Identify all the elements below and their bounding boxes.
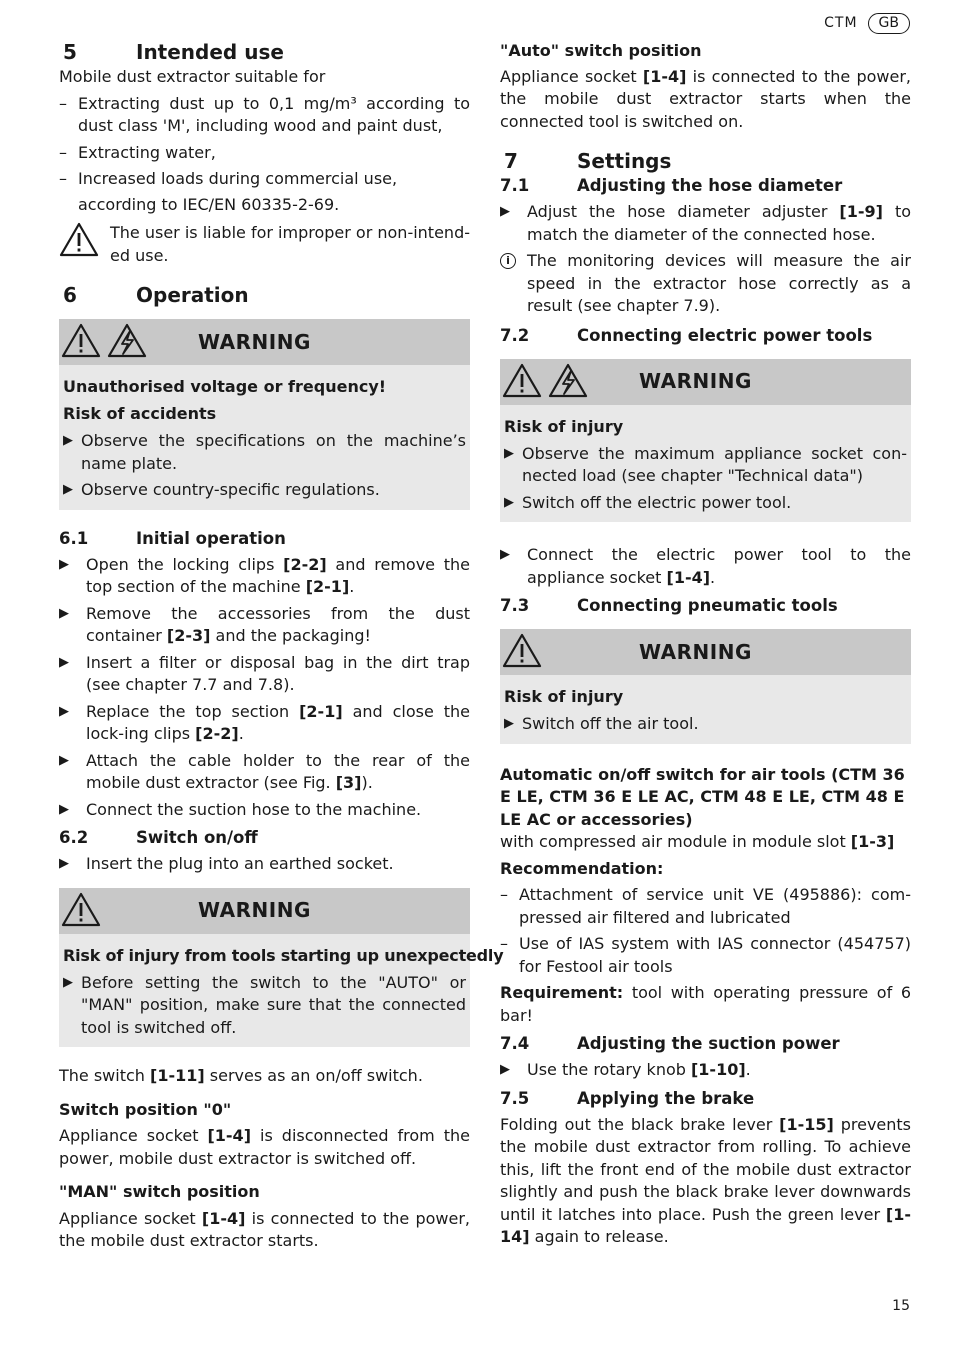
list-item: ▶ Observe the maximum appliance socket con-nected load (see chapter "Technical data") (504, 443, 907, 485)
list-item: ▶ Connect the suction hose to the machine. (59, 799, 422, 819)
requirement-text: Requirement: tool with operating pressure of 6 bar! (500, 983, 911, 1025)
electric-shock-icon (548, 363, 588, 406)
section-7-heading: 7 Settings (504, 149, 672, 173)
section-7-2-heading: 7.2 Connecting electric power tools (500, 325, 873, 345)
left-column (59, 38, 504, 1253)
section-6-1-heading: 6.1 Initial operation (59, 528, 286, 548)
section-6-heading: 6 Operation (63, 283, 249, 307)
recommendation-heading: Recommendation: (500, 858, 664, 878)
warning-triangle-icon (502, 363, 542, 406)
info-icon: i (500, 253, 516, 269)
list-item: ▶ Open the locking clips [2-2] and remove the top section of the machine [2-1]. (59, 554, 471, 596)
list-item: ▶ Switch off the air tool. (504, 714, 699, 733)
caution-note: The user is liable for improper or non-intend-ed use. (59, 222, 470, 267)
section-7-4-heading: 7.4 Adjusting the suction power (500, 1034, 840, 1053)
list-item: ▶ Attach the cable holder to the rear of the mobile dust extractor (see Fig. [3]). (59, 750, 470, 792)
auto-position-heading: "Auto" switch position (500, 41, 702, 60)
list-item: ▶ Before setting the switch to the "AUTO" or "MAN" position, make sure that the connected tool is switched off. (63, 972, 466, 1037)
list-item: – Increased loads during commercial use, (59, 169, 398, 188)
switch-paragraph: The switch [1-11] serves as an on/off switch. (59, 1066, 423, 1085)
page-number: 15 (892, 1297, 910, 1314)
list-item: ▶ Insert the plug into an earthed socket. (59, 854, 394, 873)
section-7-5-heading: 7.5 Applying the brake (500, 1088, 755, 1108)
warning-box-startup: WARNING Risk of injury from tools starting up unexpectedly ▶ Before setting the switch to the "AUTO" or "MAN" position, make sure that the connected tool is switched off. (59, 888, 470, 1048)
warning-box-air-tools: WARNING Risk of injury ▶ Switch off the air tool. (500, 629, 911, 744)
warning-triangle-icon (502, 633, 542, 676)
electric-shock-icon (107, 323, 147, 366)
model-label: CTM (824, 15, 858, 31)
list-item: ▶ Remove the accessories from the dust container [2-3] and the packaging! (59, 603, 470, 645)
list-item: ▶ Adjust the hose diameter adjuster [1-9] to match the diameter of the connected hose. (500, 202, 911, 244)
section-7-3-heading: 7.3 Connecting pneumatic tools (500, 596, 838, 615)
intended-use-intro: Mobile dust extractor suitable for (59, 67, 326, 86)
list-item: ▶ Replace the top section [2-1] and close the lock-ing clips [2-2]. (59, 701, 470, 743)
automatic-switch-heading: Automatic on/off switch for air tools (CTM 36 E LE, CTM 36 E LE AC, CTM 48 E LE, CTM 48 E LE AC or accessories) (500, 764, 905, 829)
warning-triangle-icon (61, 323, 101, 366)
warning-header: WARNING (500, 629, 911, 675)
warning-box-voltage: WARNING Unauthorised voltage or frequency! Risk of accidents ▶ Observe the specifications on the machine’s name plate. ▶ Observe country-specific regulations. (59, 319, 470, 510)
man-position-heading: "MAN" switch position (59, 1182, 260, 1201)
list-item: ▶ Insert a filter or disposal bag in the dirt trap (see chapter 7.7 and 7.8). (59, 652, 470, 694)
list-item: ▶ Observe country-specific regulations. (63, 480, 380, 499)
language-badge: GB (868, 13, 910, 34)
list-item: ▶ Switch off the electric power tool. (504, 492, 792, 512)
warning-box-power-tools: WARNING Risk of injury ▶ Observe the maximum appliance socket con-nected load (see chapter "Technical data") ▶ Switch off the electric power tool. (500, 359, 911, 523)
brake-paragraph: Folding out the black brake lever [1-15] prevents the mobile dust extractor from rolling. To achieve this, lift the front end of the mobile dust extractor slightly and push the black brake lever downwards until it latches into place. Push the green lever [1-14] again to release. (500, 1114, 912, 1246)
warning-header: WARNING (500, 359, 911, 405)
right-column (500, 40, 911, 1249)
list-item: ▶ Use the rotary knob [1-10]. (500, 1060, 751, 1079)
warning-header: WARNING (59, 888, 470, 934)
module-slot-text: with compressed air module in module slot [1-3] (500, 832, 895, 851)
list-item: – Extracting water, (59, 142, 216, 162)
warning-triangle-icon (59, 222, 110, 267)
warning-header: WARNING (59, 319, 470, 365)
list-item: – Use of IAS system with IAS connector (454757) for Festool air tools (500, 934, 911, 976)
list-item: ▶ Connect the electric power tool to the appliance socket [1-4]. (500, 545, 911, 587)
warning-triangle-icon (61, 892, 101, 935)
list-item: ▶ Observe the specifications on the machine’s name plate. (63, 431, 466, 473)
auto-position-text: Appliance socket [1-4] is connected to the power, the mobile dust extractor starts when the connected tool is switched on. (500, 66, 911, 131)
switch-position-0-text: Appliance socket [1-4] is disconnected from the power, mobile dust extractor is switched off. (59, 1126, 470, 1168)
list-item-continuation: according to IEC/EN 60335-2-69. (78, 194, 340, 214)
page-header (824, 12, 910, 35)
list-item: – Extracting dust up to 0,1 mg/m³ according to dust class 'M', including wood and paint dust, (59, 93, 470, 135)
man-position-text: Appliance socket [1-4] is connected to the power, the mobile dust extractor starts. (59, 1208, 470, 1250)
section-6-2-heading: 6.2 Switch on/off (59, 828, 258, 847)
info-note: i The monitoring devices will measure the air speed in the extractor hose correctly as a result (see chapter 7.9). (500, 250, 911, 318)
list-item: – Attachment of service unit VE (495886): com-pressed air filtered and lubricated (500, 885, 911, 927)
section-5-heading: 5 Intended use (63, 40, 284, 64)
section-7-1-heading: 7.1 Adjusting the hose diameter (500, 176, 843, 195)
switch-position-0-heading: Switch position "0" (59, 1099, 232, 1119)
